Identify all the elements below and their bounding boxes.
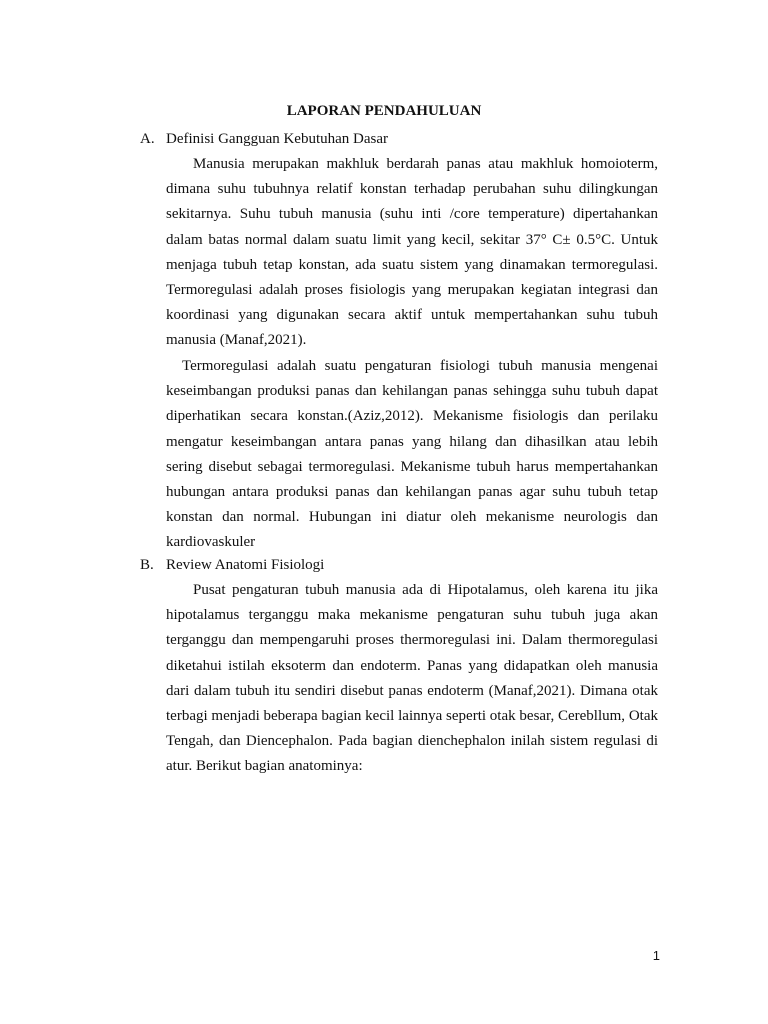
- section-a-title: Definisi Gangguan Kebutuhan Dasar: [166, 131, 389, 147]
- section-a-heading: [140, 129, 388, 149]
- section-b-title: Review Anatomi Fisiologi: [166, 557, 325, 573]
- section-a-paragraph-1: Manusia merupakan makhluk berdarah panas atau makhluk homoioterm, dimana suhu tubuhnya relatif konstan terhadap perubahan suhu dilingkungan sekitarnya. Suhu tubuh manusia (suhu inti /core temperature) dipertahankan dalam batas normal dalam suatu limit yang kecil, sekitar 37° C± 0.5°C. Untuk menjaga tubuh tetap konstan, ada suatu sistem yang dinamakan termoregulasi. Termoregulasi adalah proses fisiologis yang merupakan kegiatan integrasi dan koordinasi yang digunakan secara aktif untuk mempertahankan suhu tubuh manusia (Manaf,2021).: [166, 156, 658, 349]
- section-a-paragraph-2: Termoregulasi adalah suatu pengaturan fisiologi tubuh manusia mengenai keseimbangan produksi panas dan kehilangan panas sehingga suhu tubuh dapat diperhatikan secara konstan.(Aziz,2012). Mekanisme fisiologis dan perilaku mengatur keseimbangan antara panas yang hilang dan dihasilkan atau lebih sering disebut sebagai termoregulasi. Mekanisme tubuh harus mempertahankan hubungan antara produksi panas dan kehilangan panas agar suhu tubuh tetap konstan dan normal. Hubungan ini diatur oleh mekanisme neurologis dan kardiovaskuler: [166, 358, 658, 551]
- section-b-heading: [140, 555, 324, 575]
- page-number: 1: [652, 948, 660, 963]
- section-a-marker: A.: [140, 131, 155, 147]
- section-b-paragraph-1: Pusat pengaturan tubuh manusia ada di Hipotalamus, oleh karena itu jika hipotalamus terganggu maka mekanisme pengaturan suhu tubuh juga akan terganggu dan mempengaruhi proses thermoregulasi ini. Dalam thermoregulasi diketahui istilah eksoterm dan endoterm. Panas yang didapatkan oleh manusia dari dalam tubuh itu sendiri disebut panas endoterm (Manaf,2021). Dimana otak terbagi menjadi beberapa bagian kecil lainnya seperti otak besar, Cerebllum, Otak Tengah, dan Diencephalon. Pada bagian dienchephalon inilah sistem regulasi di atur. Berikut bagian anatominya:: [166, 582, 658, 775]
- section-b-marker: B.: [140, 557, 154, 573]
- page-title: LAPORAN PENDAHULUAN: [286, 103, 482, 119]
